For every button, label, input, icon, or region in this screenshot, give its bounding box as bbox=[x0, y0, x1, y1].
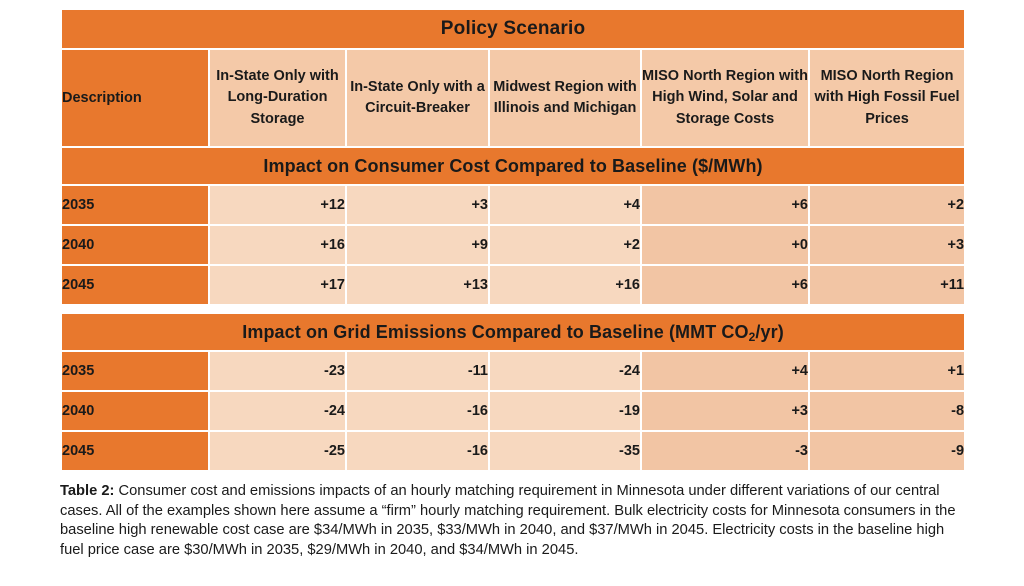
row-label-2040-emissions: 2040 bbox=[61, 391, 209, 431]
cell-cost-2040-c5: +3 bbox=[809, 225, 965, 265]
banner-suffix: /yr) bbox=[755, 321, 784, 342]
cell-emissions-2040-c5: -8 bbox=[809, 391, 965, 431]
row-label-2040-cost: 2040 bbox=[61, 225, 209, 265]
cell-cost-2040-c3: +2 bbox=[489, 225, 641, 265]
cell-emissions-2045-c2: -16 bbox=[346, 431, 489, 471]
row-label-2035-cost: 2035 bbox=[61, 185, 209, 225]
table-row bbox=[61, 185, 965, 225]
cell-emissions-2035-c1: -23 bbox=[209, 351, 346, 391]
header-column-2: In-State Only with a Circuit-Breaker bbox=[346, 49, 489, 147]
cell-cost-2045-c3: +16 bbox=[489, 265, 641, 305]
cell-emissions-2040-c2: -16 bbox=[346, 391, 489, 431]
header-column-1: In-State Only with Long-Duration Storage bbox=[209, 49, 346, 147]
cell-cost-2035-c1: +12 bbox=[209, 185, 346, 225]
header-description: Description bbox=[61, 49, 209, 147]
cell-cost-2045-c5: +11 bbox=[809, 265, 965, 305]
table-row bbox=[61, 431, 965, 471]
caption-text: Consumer cost and emissions impacts of an hourly matching requirement in Minnesota under different variations of our central cases. All of the examples shown here assume a “firm” hourly matching requirement. Bulk electricity costs for Minnesota consumers in the baseline high renewable cost case are $34/MWh in 2035, $33/MWh in 2040, and $37/MWh in 2045. Electricity costs in the baseline high fuel price case are $30/MWh in 2035, $29/MWh in 2040, and $34/MWh in 2045. bbox=[60, 483, 956, 558]
header-column-3: Midwest Region with Illinois and Michigan bbox=[489, 49, 641, 147]
table-row bbox=[61, 391, 965, 431]
cell-cost-2035-c5: +2 bbox=[809, 185, 965, 225]
cell-emissions-2045-c3: -35 bbox=[489, 431, 641, 471]
page-title: Policy Scenario bbox=[61, 9, 965, 49]
section-banner-consumer-cost: Impact on Consumer Cost Compared to Baseline ($/MWh) bbox=[61, 147, 965, 185]
table-header-row bbox=[61, 49, 965, 147]
cell-emissions-2035-c2: -11 bbox=[346, 351, 489, 391]
cell-cost-2040-c4: +0 bbox=[641, 225, 809, 265]
section-banner-grid-emissions bbox=[61, 313, 965, 351]
cell-cost-2045-c1: +17 bbox=[209, 265, 346, 305]
banner-subscript: 2 bbox=[748, 329, 756, 344]
row-label-2045-emissions: 2045 bbox=[61, 431, 209, 471]
table-row bbox=[61, 265, 965, 305]
cell-emissions-2045-c4: -3 bbox=[641, 431, 809, 471]
section-banner-row-cost bbox=[61, 147, 965, 185]
row-label-2035-emissions: 2035 bbox=[61, 351, 209, 391]
cell-emissions-2040-c4: +3 bbox=[641, 391, 809, 431]
cell-cost-2035-c2: +3 bbox=[346, 185, 489, 225]
row-label-2045-cost: 2045 bbox=[61, 265, 209, 305]
cell-emissions-2045-c5: -9 bbox=[809, 431, 965, 471]
table-caption bbox=[60, 482, 964, 560]
table-row bbox=[61, 225, 965, 265]
table-row bbox=[61, 351, 965, 391]
cell-cost-2035-c4: +6 bbox=[641, 185, 809, 225]
table-title-row bbox=[61, 9, 965, 49]
section-banner-row-emissions bbox=[61, 313, 965, 351]
cell-cost-2045-c2: +13 bbox=[346, 265, 489, 305]
cell-emissions-2040-c1: -24 bbox=[209, 391, 346, 431]
header-column-5: MISO North Region with High Fossil Fuel Prices bbox=[809, 49, 965, 147]
cell-emissions-2045-c1: -25 bbox=[209, 431, 346, 471]
section-spacer bbox=[61, 305, 965, 313]
cell-emissions-2035-c5: +1 bbox=[809, 351, 965, 391]
policy-scenario-table bbox=[60, 8, 966, 472]
caption-label: Table 2: bbox=[60, 483, 115, 499]
banner-prefix: Impact on Grid Emissions Compared to Baseline (MMT CO bbox=[242, 321, 749, 342]
cell-emissions-2035-c3: -24 bbox=[489, 351, 641, 391]
cell-cost-2035-c3: +4 bbox=[489, 185, 641, 225]
header-column-4: MISO North Region with High Wind, Solar and Storage Costs bbox=[641, 49, 809, 147]
cell-emissions-2035-c4: +4 bbox=[641, 351, 809, 391]
cell-cost-2045-c4: +6 bbox=[641, 265, 809, 305]
cell-cost-2040-c1: +16 bbox=[209, 225, 346, 265]
cell-emissions-2040-c3: -19 bbox=[489, 391, 641, 431]
cell-cost-2040-c2: +9 bbox=[346, 225, 489, 265]
